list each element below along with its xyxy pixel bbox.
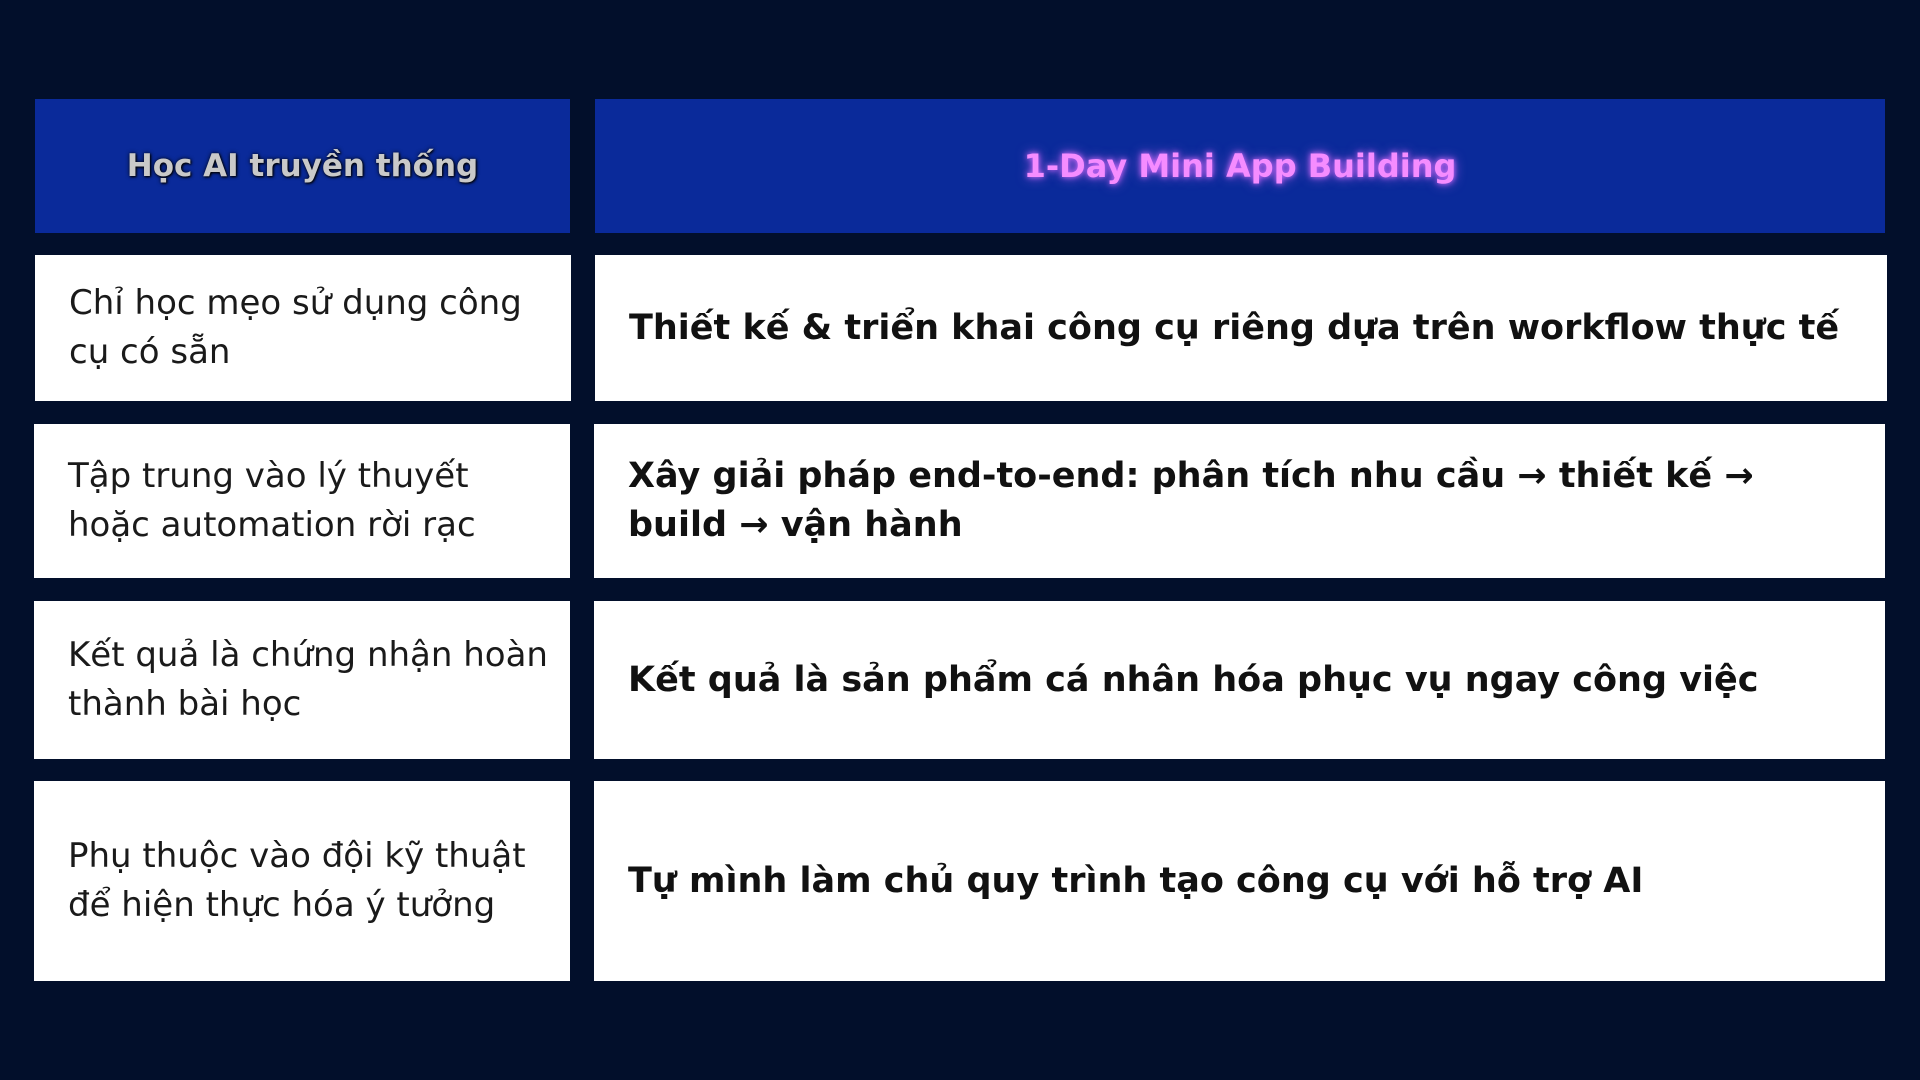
row-1-traditional-cell [35,255,571,401]
row-2-traditional-text: Tập trung vào lý thuyết hoặc automation rời rạc [68,456,476,545]
row-2-mini-app-text: Xây giải pháp end-to-end: phân tích nhu cầu → thiết kế → build → vận hành [628,456,1754,545]
row-3-mini-app-text: Kết quả là sản phẩm cá nhân hóa phục vụ ngay công việc [628,659,1759,700]
row-4-mini-app-text: Tự mình làm chủ quy trình tạo công cụ với hỗ trợ AI [628,860,1644,901]
header-traditional-cell [35,99,570,233]
row-1-mini-app-text: Thiết kế & triển khai công cụ riêng dựa trên workflow thực tế [629,307,1840,348]
header-mini-app-cell [595,99,1885,233]
row-3-mini-app-cell [594,601,1885,759]
row-1-traditional-text: Chỉ học mẹo sử dụng công cụ có sẵn [69,283,522,372]
row-2-traditional-cell [34,424,570,578]
row-4-traditional-text: Phụ thuộc vào đội kỹ thuật để hiện thực hóa ý tưởng [68,836,526,925]
row-3-traditional-cell [34,601,570,759]
row-4-traditional-cell [34,781,570,981]
header-mini-app-label: 1-Day Mini App Building [1023,147,1457,185]
header-traditional-label: Học AI truyền thống [126,148,479,184]
row-4-mini-app-cell [594,781,1885,981]
row-2-mini-app-cell [594,424,1885,578]
row-1-mini-app-cell [595,255,1887,401]
row-3-traditional-text: Kết quả là chứng nhận hoàn thành bài học [68,635,548,724]
